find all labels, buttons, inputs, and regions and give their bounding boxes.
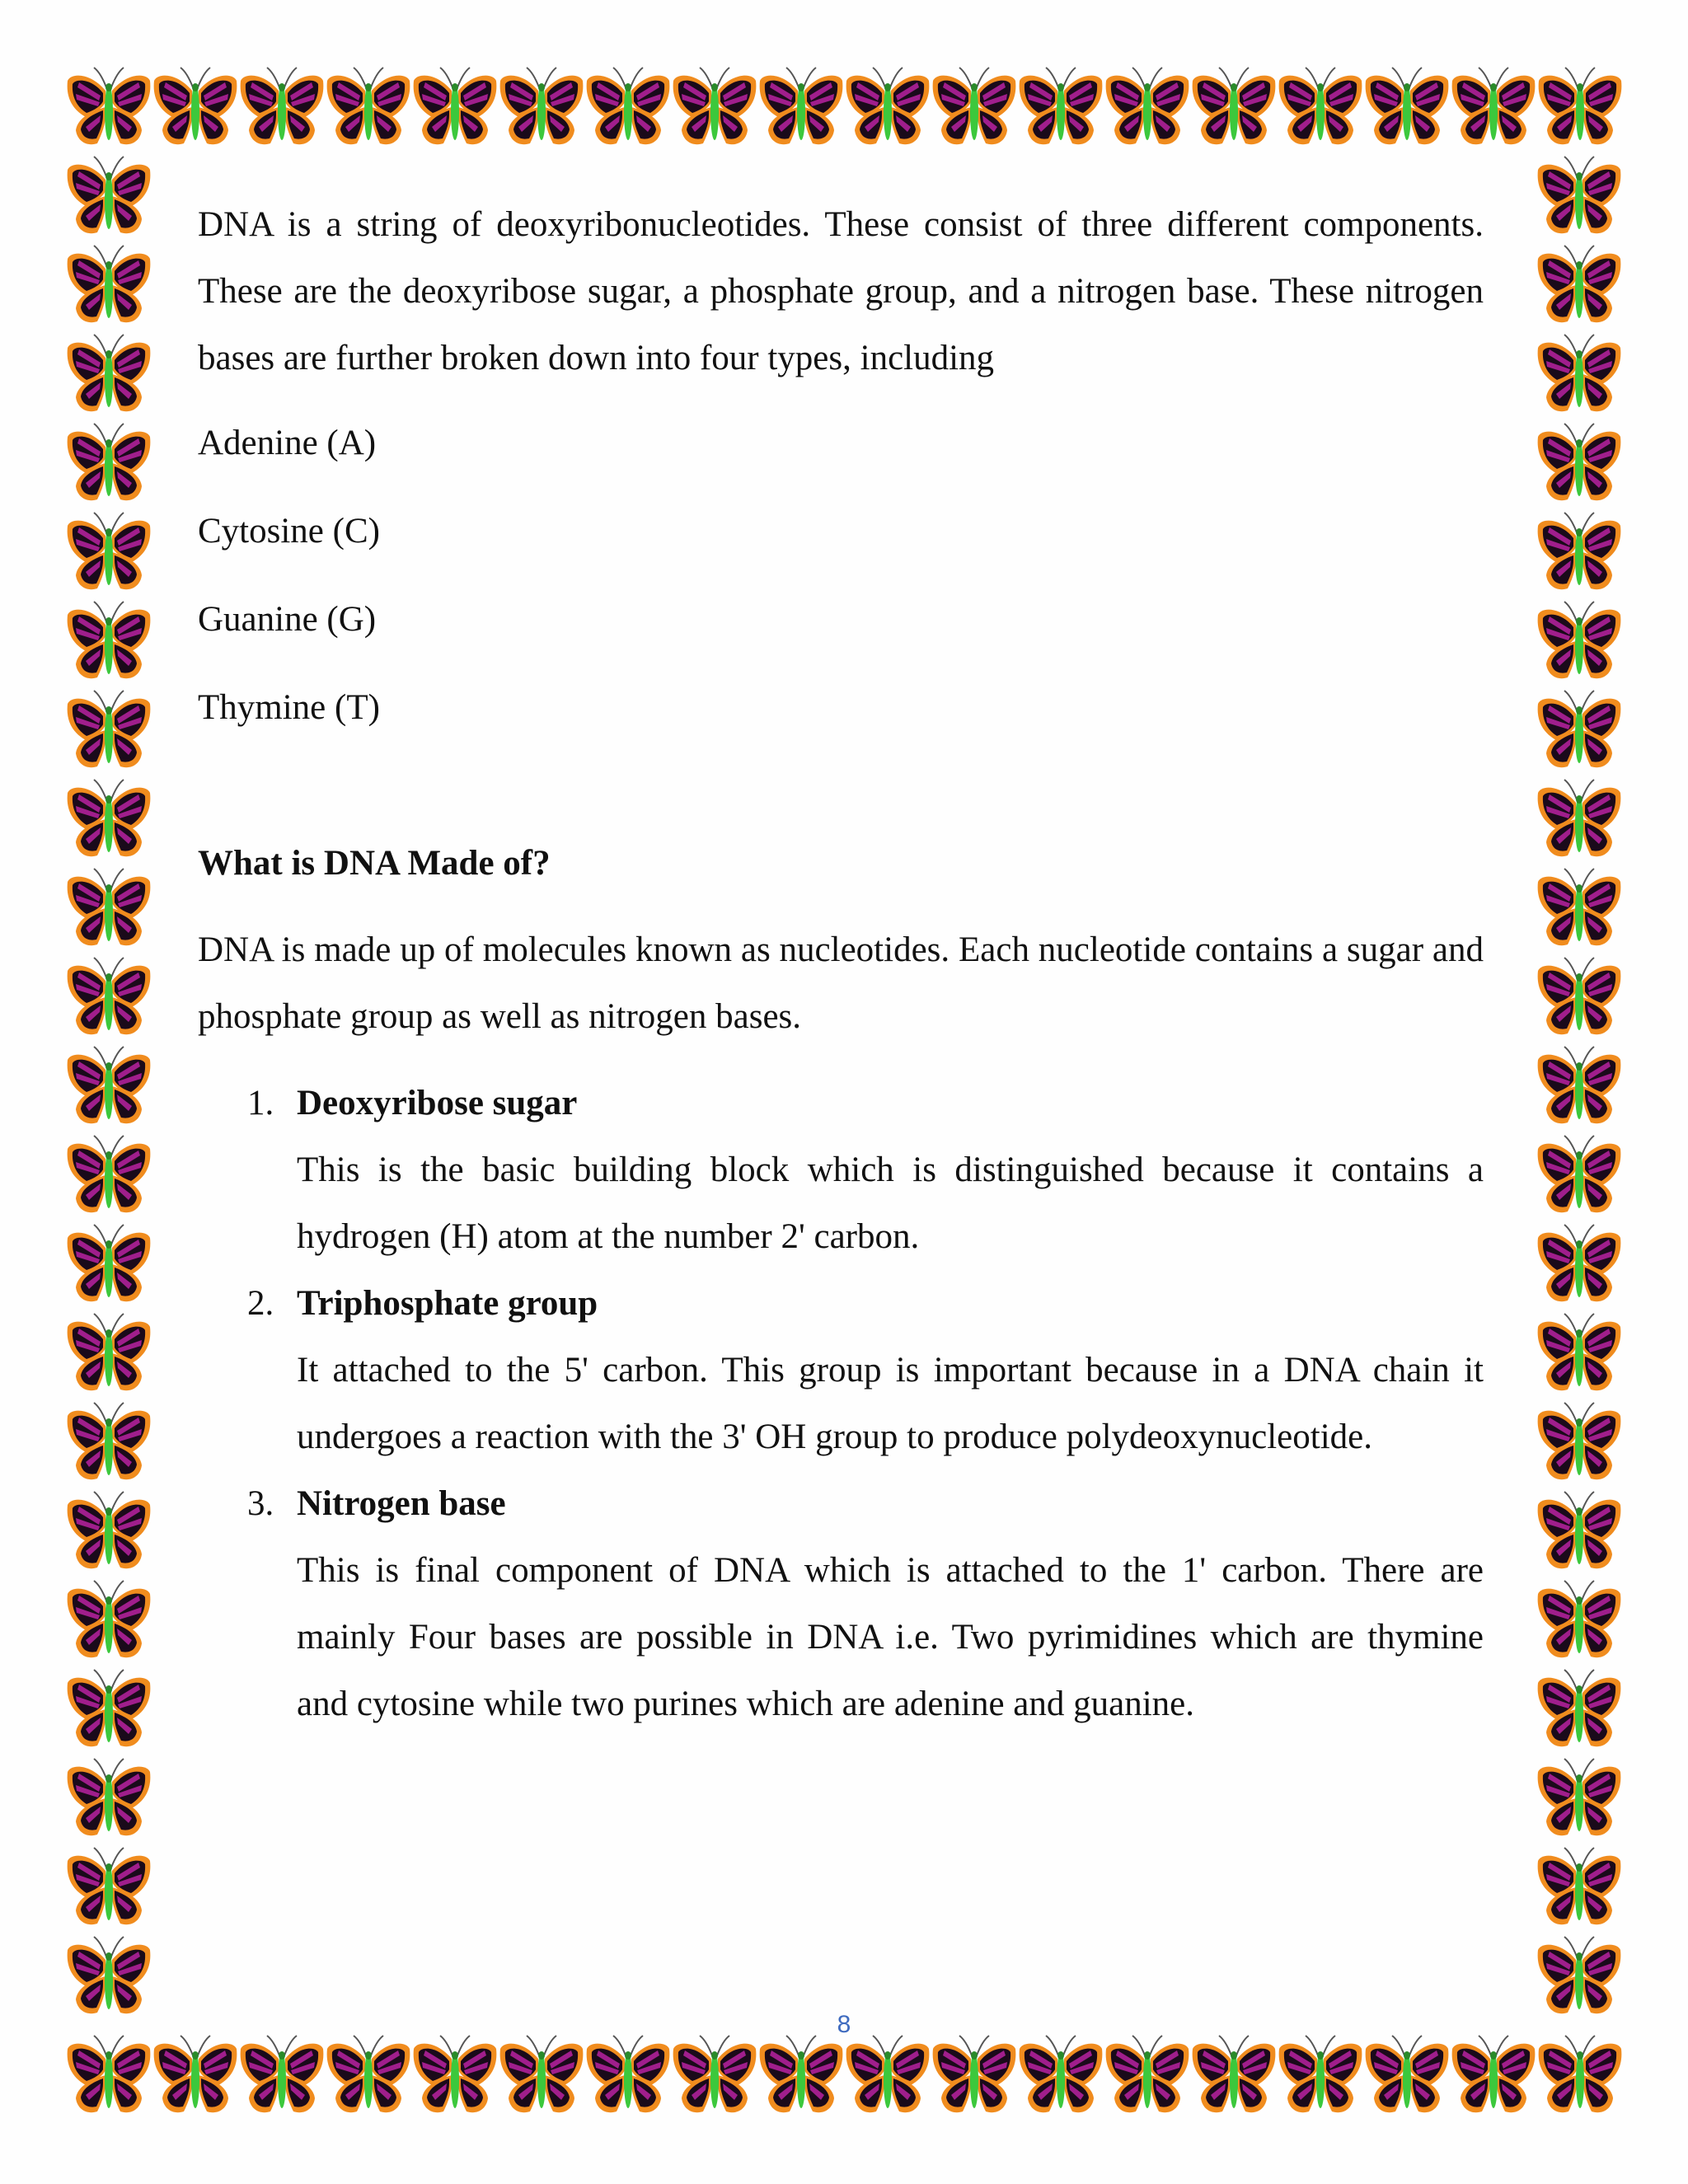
butterfly-icon <box>846 2036 930 2112</box>
butterfly-icon <box>1538 246 1621 322</box>
butterfly-icon <box>1538 1225 1621 1301</box>
butterfly-icon <box>68 1937 151 2013</box>
butterfly-icon <box>68 157 151 233</box>
base-thymine: Thymine (T) <box>198 688 380 727</box>
butterfly-icon <box>1538 691 1621 767</box>
butterfly-icon <box>68 513 151 589</box>
butterfly-icon <box>500 68 584 144</box>
butterfly-icon <box>68 1670 151 1746</box>
butterfly-icon <box>68 869 151 945</box>
component-title: Nitrogen base <box>297 1484 506 1523</box>
nitrogen-bases-list <box>198 410 1484 741</box>
butterfly-icon <box>1193 68 1276 144</box>
butterfly-icon <box>68 1492 151 1568</box>
butterfly-icon <box>68 1403 151 1479</box>
butterfly-icon <box>1020 68 1103 144</box>
butterfly-icon <box>1538 602 1621 678</box>
butterfly-icon <box>1538 157 1621 233</box>
border-top-row <box>68 68 1622 144</box>
butterfly-icon <box>673 68 757 144</box>
butterfly-icon <box>68 780 151 856</box>
butterfly-icon <box>327 2036 410 2112</box>
butterfly-icon <box>1020 2036 1103 2112</box>
butterfly-icon <box>68 958 151 1034</box>
list-item <box>198 1470 1484 1737</box>
butterfly-icon <box>1452 2036 1536 2112</box>
butterfly-icon <box>68 1225 151 1301</box>
base-cytosine: Cytosine (C) <box>198 512 380 551</box>
butterfly-icon <box>1538 1314 1621 1390</box>
butterfly-icon <box>154 2036 237 2112</box>
butterfly-icon <box>1106 2036 1189 2112</box>
butterfly-icon <box>68 335 151 411</box>
list-item <box>198 1070 1484 1270</box>
butterfly-icon <box>1279 2036 1362 2112</box>
list-number: 2. <box>247 1284 274 1323</box>
border-right-column <box>1538 157 1621 2013</box>
list-number: 3. <box>247 1484 274 1523</box>
list-item <box>198 1270 1484 1470</box>
butterfly-icon <box>68 246 151 322</box>
butterfly-icon <box>933 2036 1016 2112</box>
butterfly-icon <box>414 68 497 144</box>
butterfly-icon <box>68 691 151 767</box>
butterfly-icon <box>1538 335 1621 411</box>
butterfly-icon <box>241 68 324 144</box>
butterfly-icon <box>414 2036 497 2112</box>
base-adenine: Adenine (A) <box>198 424 377 462</box>
base-guanine: Guanine (G) <box>198 600 377 639</box>
butterfly-icon <box>933 68 1016 144</box>
component-text: It attached to the 5' carbon. This group is important because in a DNA chain it undergoes a reaction with the 3' OH group to produce polydeoxynucleotide. <box>297 1351 1484 1456</box>
butterfly-icon <box>1538 1937 1621 2013</box>
section-spacer <box>198 741 1484 830</box>
butterfly-icon <box>68 1047 151 1123</box>
butterfly-icon <box>154 68 237 144</box>
butterfly-icon <box>846 68 930 144</box>
butterfly-icon <box>1538 513 1621 589</box>
butterfly-icon <box>1538 1492 1621 1568</box>
border-bottom-row <box>68 2036 1622 2112</box>
components-list <box>198 1070 1484 1737</box>
butterfly-icon <box>68 1136 151 1212</box>
butterfly-icon <box>1538 1581 1621 1657</box>
component-title: Triphosphate group <box>297 1284 598 1323</box>
butterfly-icon <box>241 2036 324 2112</box>
page-number: 8 <box>837 2011 851 2038</box>
butterfly-icon <box>1279 68 1362 144</box>
border-left-column <box>68 157 151 2013</box>
butterfly-icon <box>68 2036 151 2112</box>
butterfly-icon <box>1539 68 1622 144</box>
butterfly-icon <box>1538 1848 1621 1924</box>
butterfly-icon <box>68 68 151 144</box>
butterfly-icon <box>1538 958 1621 1034</box>
butterfly-icon <box>500 2036 584 2112</box>
list-number: 1. <box>247 1084 274 1122</box>
component-text: This is final component of DNA which is attached to the 1' carbon. There are mainly Four bases are possible in DNA i.e. Two pyrimidines which are thymine and cytosine while two purines which are adenine and guanine. <box>297 1551 1484 1723</box>
butterfly-icon <box>1538 424 1621 500</box>
butterfly-icon <box>673 2036 757 2112</box>
butterfly-icon <box>327 68 410 144</box>
butterfly-icon <box>587 2036 670 2112</box>
butterfly-icon <box>68 1759 151 1835</box>
butterfly-icon <box>68 1314 151 1390</box>
butterfly-icon <box>68 1848 151 1924</box>
section-heading: What is DNA Made of? <box>198 844 551 883</box>
section-paragraph: DNA is made up of molecules known as nucleotides. Each nucleotide contains a sugar and phosphate group as well as nitrogen bases. <box>198 930 1484 1036</box>
document-body <box>198 191 1484 1737</box>
butterfly-icon <box>760 2036 843 2112</box>
butterfly-icon <box>1106 68 1189 144</box>
butterfly-icon <box>1538 869 1621 945</box>
butterfly-icon <box>68 424 151 500</box>
butterfly-icon <box>1538 1670 1621 1746</box>
butterfly-icon <box>1539 2036 1622 2112</box>
butterfly-icon <box>1538 1136 1621 1212</box>
component-text: This is the basic building block which is distinguished because it contains a hydrogen (H) atom at the number 2' carbon. <box>297 1151 1484 1256</box>
butterfly-icon <box>1366 2036 1449 2112</box>
butterfly-icon <box>1538 780 1621 856</box>
intro-paragraph: DNA is a string of deoxyribonucleotides. These consist of three different components. These are the deoxyribose sugar, a phosphate group, and a nitrogen base. These nitrogen bases are further broken down into four types, including <box>198 205 1484 377</box>
butterfly-icon <box>68 602 151 678</box>
butterfly-icon <box>587 68 670 144</box>
butterfly-icon <box>1538 1403 1621 1479</box>
butterfly-icon <box>1193 2036 1276 2112</box>
component-title: Deoxyribose sugar <box>297 1084 578 1122</box>
butterfly-icon <box>1538 1047 1621 1123</box>
butterfly-icon <box>1366 68 1449 144</box>
butterfly-icon <box>1538 1759 1621 1835</box>
butterfly-icon <box>68 1581 151 1657</box>
butterfly-icon <box>1452 68 1536 144</box>
butterfly-icon <box>760 68 843 144</box>
